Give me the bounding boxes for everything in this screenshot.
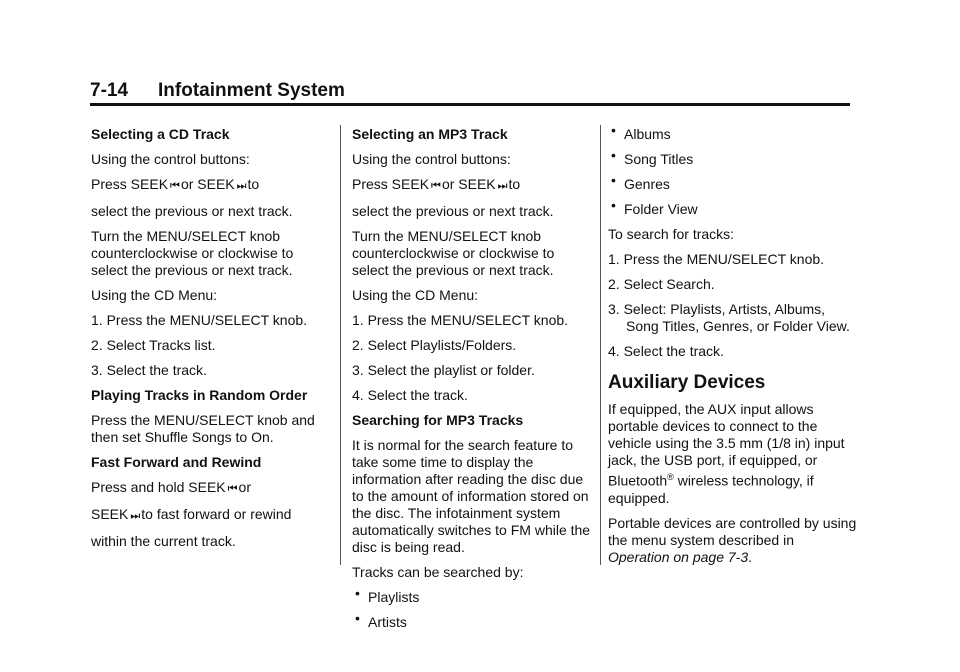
list-item: 4. Select the track.	[608, 343, 724, 359]
list-item: 4. Select the track.	[352, 387, 468, 403]
column-3	[608, 122, 858, 574]
column-divider	[340, 125, 341, 565]
paragraph: Turn the MENU/SELECT knob counterclockwise or clockwise to select the previous or next track.	[352, 228, 555, 278]
paragraph-aux: If equipped, the AUX input allows portable devices to connect to the vehicle using the 3.5 mm (1/8 in) input jack, the USB port, if equipped, or Bluetooth® wireless technology, if equipped.	[608, 401, 845, 506]
heading-auxiliary-devices: Auxiliary Devices	[608, 372, 766, 393]
paragraph: Turn the MENU/SELECT knob counterclockwise or clockwise to select the previous or next track.	[91, 228, 294, 278]
paragraph-seek: Press SEEK ⏮ or SEEK ⏭ to	[91, 176, 260, 192]
paragraph: Using the CD Menu:	[91, 287, 218, 303]
paragraph-aux-2: Portable devices are controlled by using the menu system described in Operation on page 7-3.	[608, 514, 857, 565]
paragraph: To search for tracks:	[608, 226, 735, 242]
paragraph-seek: Press SEEK ⏮ or SEEK ⏭ to	[352, 176, 521, 192]
column-divider	[600, 125, 601, 565]
seek-forward-icon: ⏭	[130, 510, 140, 522]
paragraph: Press the MENU/SELECT knob and then set Shuffle Songs to On.	[91, 412, 315, 445]
paragraph: Using the CD Menu:	[352, 287, 479, 303]
column-1	[91, 126, 331, 558]
heading-search-mp3: Searching for MP3 Tracks	[352, 412, 524, 428]
bullet-item: • Song Titles	[611, 147, 694, 167]
bullet-item: • Playlists	[355, 585, 420, 605]
paragraph: Using the control buttons:	[352, 151, 511, 167]
seek-back-icon: ⏮	[170, 180, 179, 192]
header-rule	[90, 103, 850, 106]
seek-back-icon: ⏮	[227, 483, 237, 495]
cross-reference-link[interactable]: Operation on page 7-3	[608, 548, 749, 565]
bullet-item: • Folder View	[611, 197, 698, 217]
paragraph-press-hold: Press and hold SEEK ⏮ or	[91, 479, 251, 495]
seek-back-icon: ⏮	[431, 180, 440, 192]
bullet-item: • Albums	[611, 122, 671, 142]
bullet-icon: •	[611, 122, 616, 138]
paragraph-seek-fwd: SEEK ⏭ to fast forward or rewind	[91, 506, 292, 522]
bullet-item: • Genres	[611, 172, 670, 192]
list-item: 3. Select: Playlists, Artists, Albums, Song Titles, Genres, or Folder View.	[608, 301, 850, 334]
bullet-icon: •	[355, 610, 360, 626]
bullet-icon: •	[611, 147, 616, 163]
list-item: 1. Press the MENU/SELECT knob.	[608, 251, 825, 267]
seek-forward-icon: ⏭	[236, 180, 246, 192]
heading-cd-track: Selecting a CD Track	[91, 126, 230, 142]
column-2	[352, 126, 592, 639]
page-number: 7-14	[90, 80, 129, 101]
heading-mp3-track: Selecting an MP3 Track	[352, 126, 508, 142]
list-item: 2. Select Search.	[608, 276, 715, 292]
list-item: 2. Select Tracks list.	[91, 337, 216, 353]
list-item: 1. Press the MENU/SELECT knob.	[91, 312, 308, 328]
bullet-icon: •	[611, 172, 616, 188]
heading-ff-rw: Fast Forward and Rewind	[91, 454, 262, 470]
paragraph: select the previous or next track.	[91, 203, 293, 219]
page-title: Infotainment System	[158, 80, 345, 101]
paragraph: within the current track.	[91, 533, 236, 549]
list-item: 1. Press the MENU/SELECT knob.	[352, 312, 569, 328]
paragraph: Tracks can be searched by:	[352, 564, 524, 580]
paragraph: select the previous or next track.	[352, 203, 554, 219]
seek-forward-icon: ⏭	[497, 180, 507, 192]
heading-random: Playing Tracks in Random Order	[91, 387, 308, 403]
list-item: 3. Select the track.	[91, 362, 207, 378]
list-item: 2. Select Playlists/Folders.	[352, 337, 517, 353]
registered-mark: ®	[667, 472, 674, 482]
paragraph: It is normal for the search feature to take some time to display the information after reading the disc due to the amount of information stored on the disc. The infotainment system automatically switches to FM while the disc is being read.	[352, 437, 591, 555]
list-item: 3. Select the playlist or folder.	[352, 362, 535, 378]
bullet-item: • Artists	[355, 610, 407, 630]
bullet-icon: •	[355, 585, 360, 601]
paragraph: Using the control buttons:	[91, 151, 250, 167]
bullet-icon: •	[611, 197, 616, 213]
